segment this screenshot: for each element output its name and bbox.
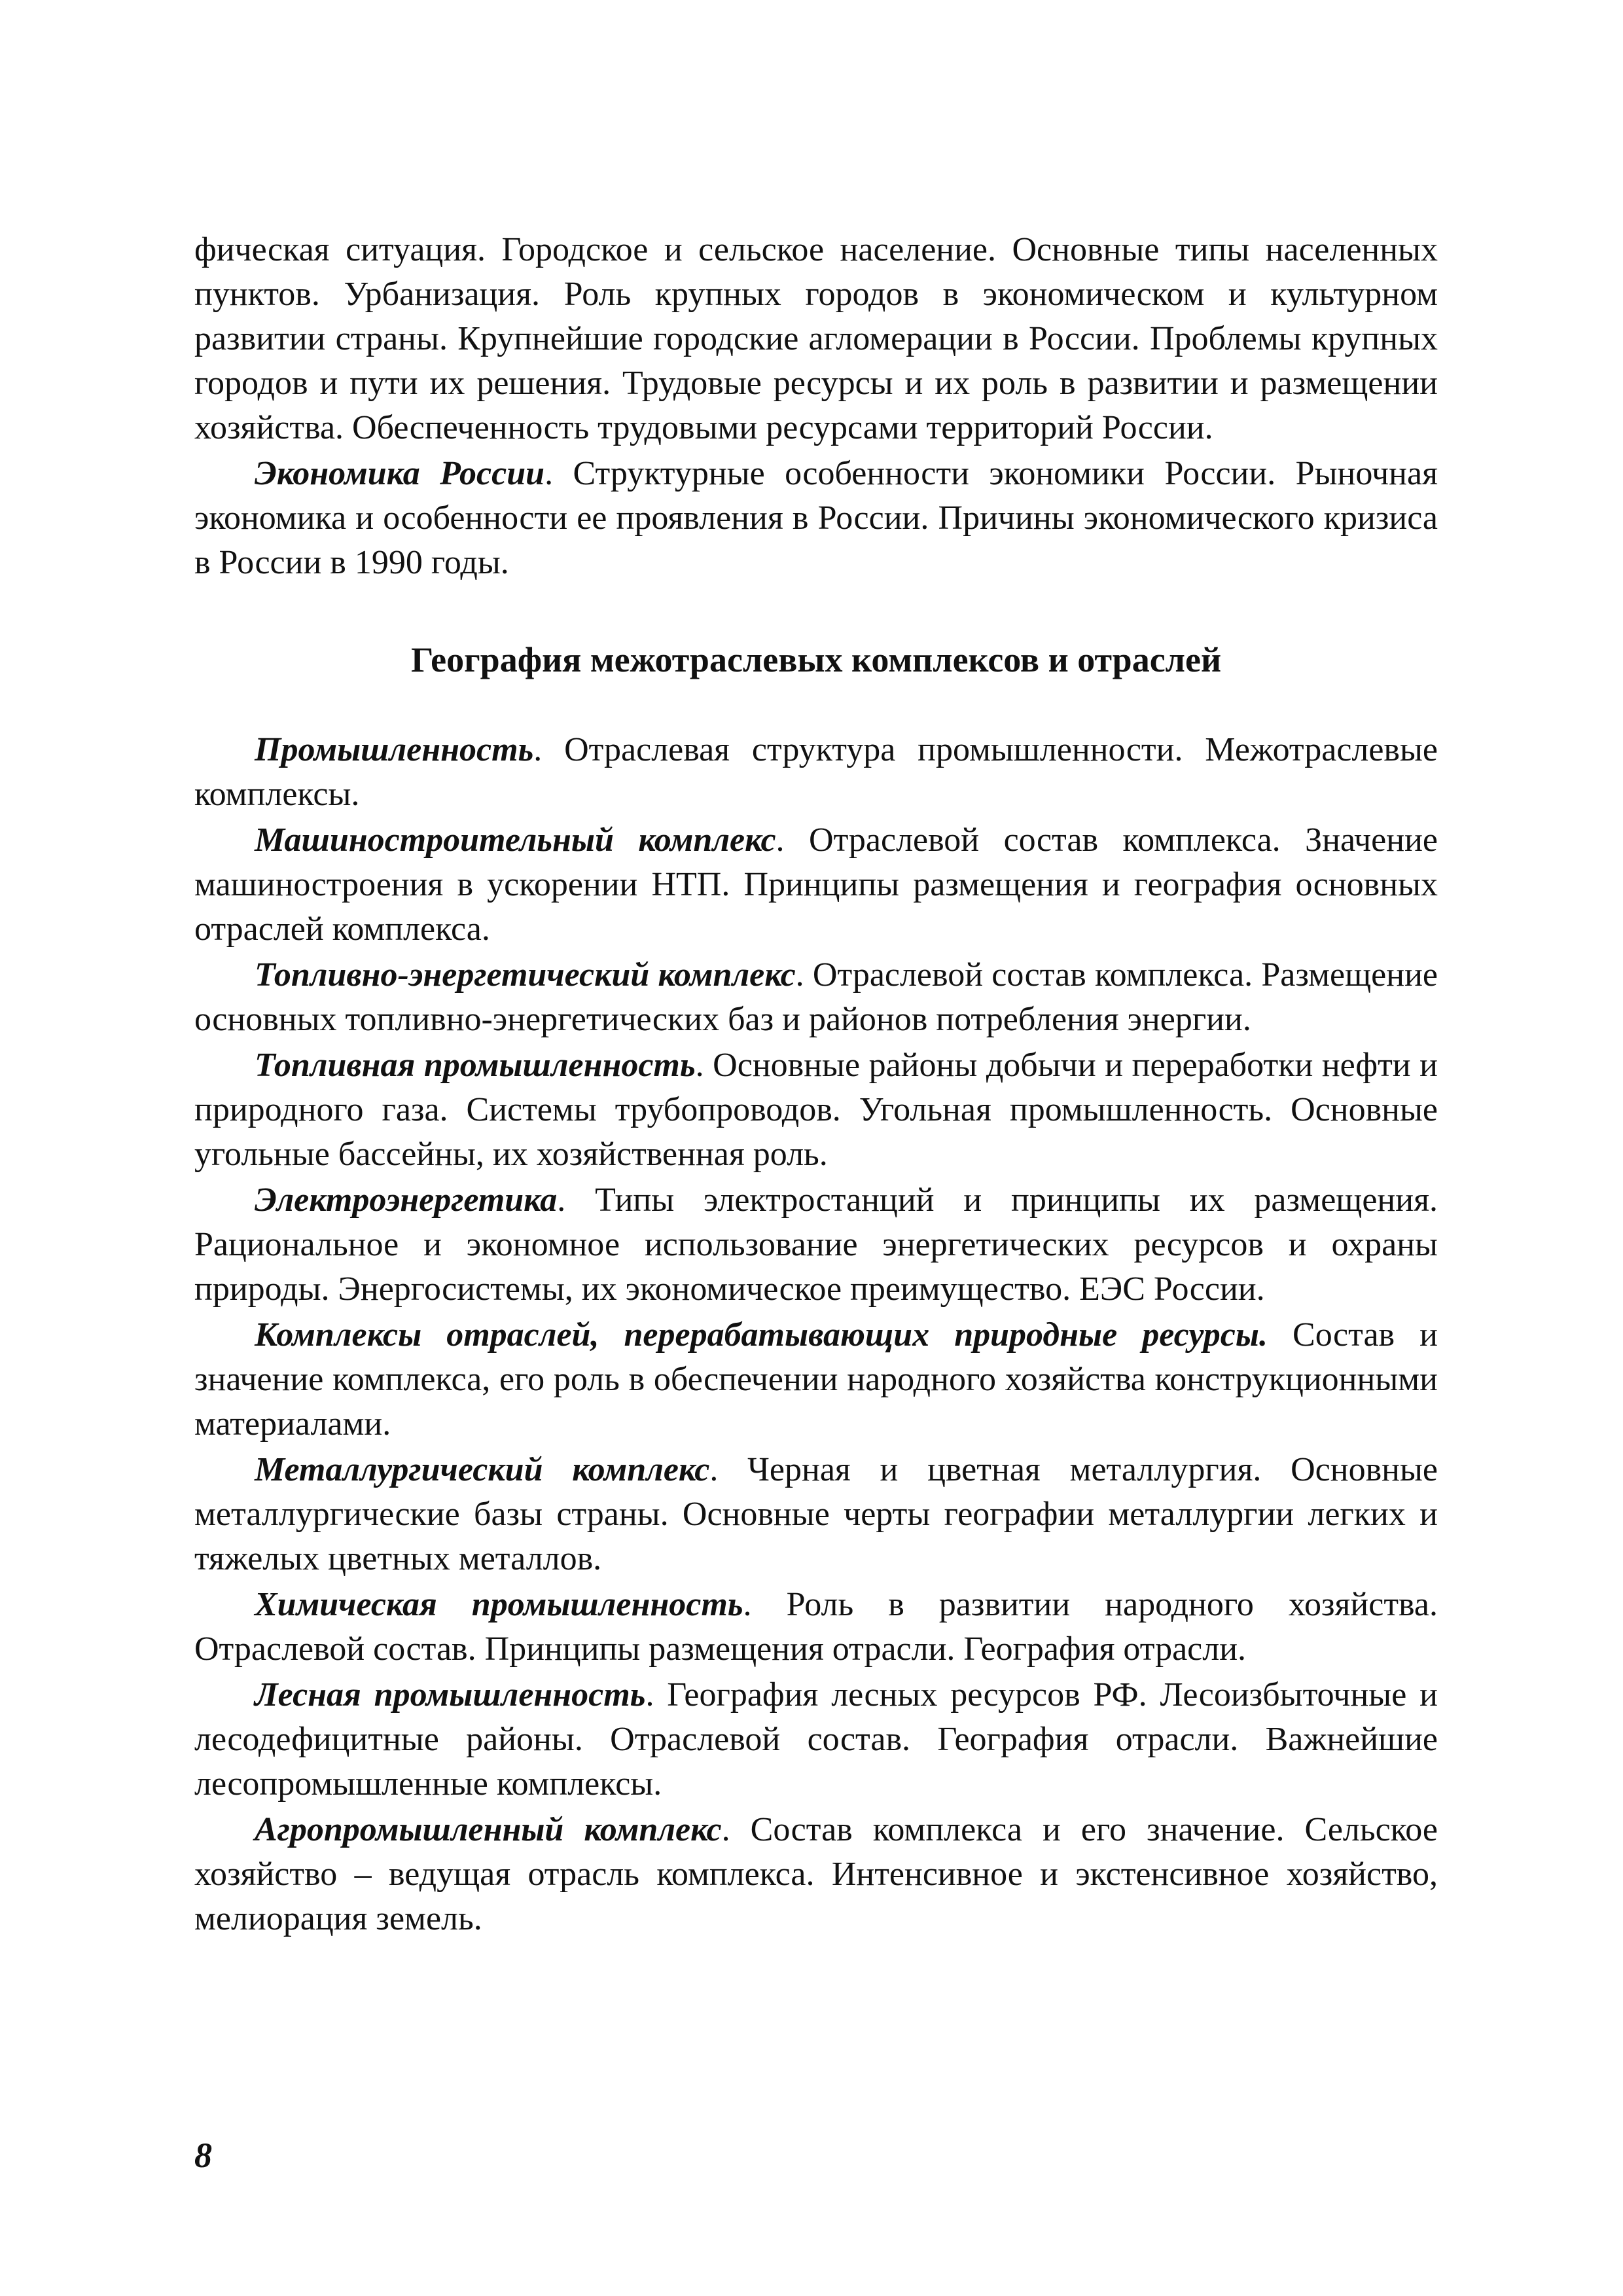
paragraph-term: Металлургический комплекс bbox=[255, 1451, 710, 1488]
paragraph-term: Промышленность bbox=[255, 731, 534, 768]
paragraph-text: . Отраслевой состав комплекса. Значение машиностроения в ускорении НТП. Принципы размещения и география основных отраслей комплекса. bbox=[194, 821, 1438, 948]
paragraph-text: . География лесных ресурсов РФ. Лесоизбыточные и лесодефицитные районы. Отраслевой состав. География отрасли. Важнейшие лесопромышленные комплексы. bbox=[194, 1676, 1438, 1803]
intro-text: фическая ситуация. Городское и сельское население. Основные типы населенных пунктов. Урбанизация. Роль крупных городов в экономическом и культурном развитии страны. Крупнейшие городские агломерации в России. Проблемы крупных городов и пути их решения. Трудовые ресурсы и их роль в развитии и размещении хозяйства. Обеспеченность трудовыми ресурсами территорий России. bbox=[194, 231, 1438, 446]
paragraph-machine-building bbox=[194, 818, 1438, 952]
economy-text: . Структурные особенности экономики России. Рыночная экономика и особенности ее проявления в России. Причины экономического кризиса в России в 1990 годы. bbox=[194, 455, 1438, 581]
paragraph-text: . Состав комплекса и его значение. Сельское хозяйство – ведущая отрасль комплекса. Интенсивное и экстенсивное хозяйство, мелиорация земель. bbox=[194, 1811, 1438, 1937]
paragraph-text: . Отраслевой состав комплекса. Размещение основных топливно-энергетических баз и районов потребления энергии. bbox=[194, 956, 1438, 1038]
paragraph-term: Машиностроительный комплекс bbox=[255, 821, 776, 859]
paragraph-text: . Основные районы добычи и переработки нефти и природного газа. Системы трубопроводов. Угольная промышленность. Основные угольные бассейны, их хозяйственная роль. bbox=[194, 1047, 1438, 1173]
paragraph-term: Химическая промышленность bbox=[255, 1586, 743, 1623]
paragraph-fuel-energy-complex bbox=[194, 953, 1438, 1042]
paragraph-electric-power bbox=[194, 1178, 1438, 1312]
paragraph-text: . Типы электростанций и принципы их размещения. Рациональное и экономное использование энергетических ресурсов и охраны природы. Энергосистемы, их экономическое преимущество. ЕЭС России. bbox=[194, 1181, 1438, 1308]
intro-paragraph bbox=[194, 228, 1438, 450]
paragraph-fuel-industry bbox=[194, 1043, 1438, 1177]
section-heading: География межотраслевых комплексов и отраслей bbox=[410, 640, 1222, 679]
paragraph-resource-processing bbox=[194, 1313, 1438, 1446]
paragraph-term: Комплексы отраслей, перерабатывающих природные ресурсы. bbox=[255, 1316, 1268, 1354]
paragraph-term: Лесная промышленность bbox=[255, 1676, 646, 1713]
paragraph-chemical-industry bbox=[194, 1583, 1438, 1672]
paragraph-text: . Роль в развитии народного хозяйства. Отраслевой состав. Принципы размещения отрасли. География отрасли. bbox=[194, 1586, 1438, 1668]
economy-paragraph bbox=[194, 452, 1438, 585]
paragraph-term: Топливно-энергетический комплекс bbox=[255, 956, 796, 994]
paragraph-agro-industrial bbox=[194, 1808, 1438, 1941]
page-number: 8 bbox=[194, 2136, 212, 2175]
paragraph-text: Состав и значение комплекса, его роль в обеспечении народного хозяйства конструкционными материалами. bbox=[194, 1316, 1438, 1443]
paragraph-term: Агропромышленный комплекс bbox=[255, 1811, 722, 1848]
paragraph-text: . Черная и цветная металлургия. Основные металлургические базы страны. Основные черты географии металлургии легких и тяжелых цветных металлов. bbox=[194, 1451, 1438, 1577]
paragraph-metallurgy bbox=[194, 1448, 1438, 1581]
page-body bbox=[194, 228, 1438, 1943]
paragraph-term: Топливная промышленность bbox=[255, 1047, 696, 1084]
paragraph-term: Электроэнергетика bbox=[255, 1181, 558, 1219]
paragraph-industry bbox=[194, 728, 1438, 817]
paragraph-forest-industry bbox=[194, 1673, 1438, 1806]
economy-term: Экономика России bbox=[255, 455, 545, 492]
paragraph-text: . Отраслевая структура промышленности. Межотраслевые комплексы. bbox=[194, 731, 1438, 813]
